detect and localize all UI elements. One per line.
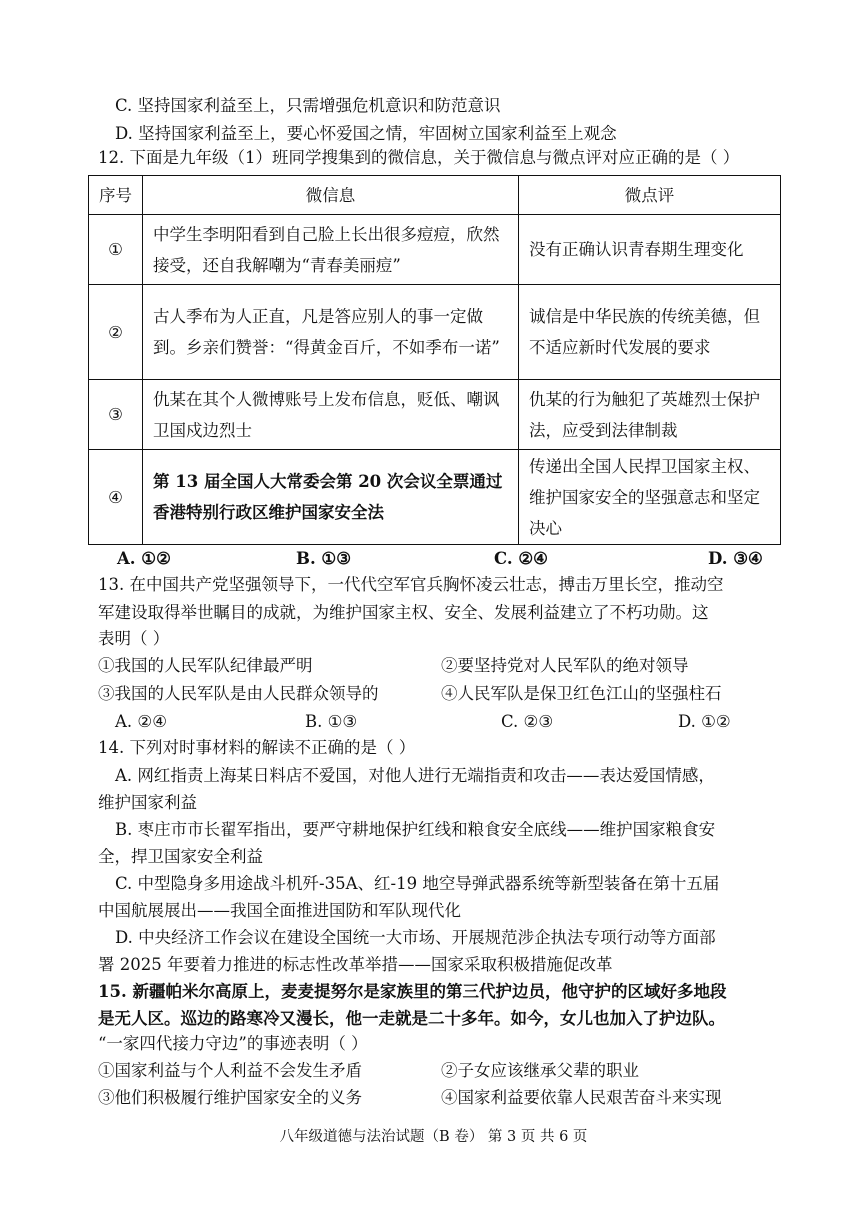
page-footer: 八年级道德与法治试题（B 卷） 第 3 页 共 6 页 (279, 1129, 588, 1145)
q15-item-4: ④国家利益要依靠人民艰苦奋斗来实现 (441, 1088, 722, 1107)
q13-item-3: ③我国的人民军队是由人民群众领导的 (98, 684, 379, 703)
header-number: 序号 (89, 176, 143, 215)
row-number: ④ (89, 450, 143, 545)
table-header-row (89, 176, 781, 215)
row-comment: 仇某的行为触犯了英雄烈士保护法，应受到法律制裁 (519, 380, 781, 450)
q13-stem-line2: 军建设取得举世瞩目的成就，为维护国家主权、安全、发展利益建立了不朽功勋。这 (98, 603, 709, 622)
row-number: ② (89, 285, 143, 380)
q12-table (88, 175, 781, 545)
q15-item-2: ②子女应该继承父辈的职业 (441, 1061, 639, 1080)
q14-option-a-line1: A. 网红指责上海某日料店不爱国，对他人进行无端指责和攻击——表达爱国情感， (115, 766, 715, 785)
row-info: 第 13 届全国人大常委会第 20 次会议全票通过香港特别行政区维护国家安全法 (143, 450, 519, 545)
q13-option-a: A. ②④ (115, 712, 167, 731)
q15-item-3: ③他们积极履行维护国家安全的义务 (98, 1088, 362, 1107)
row-comment: 诚信是中华民族的传统美德，但不适应新时代发展的要求 (519, 285, 781, 380)
q11-option-d: D. 坚持国家利益至上，要心怀爱国之情，牢固树立国家利益至上观念 (115, 124, 617, 143)
table-row (89, 380, 781, 450)
table-row (89, 215, 781, 285)
table-row (89, 450, 781, 545)
q13-stem-line1: 13. 在中国共产党坚强领导下，一代代空军官兵胸怀凌云壮志，搏击万里长空，推动空 (98, 575, 724, 594)
q14-option-c-line2: 中国航展展出——我国全面推进国防和军队现代化 (98, 901, 461, 920)
q13-item-2: ②要坚持党对人民军队的绝对领导 (441, 656, 689, 675)
q12-option-d: D. ③④ (708, 549, 763, 568)
row-number: ① (89, 215, 143, 285)
q13-item-4: ④人民军队是保卫红色江山的坚强柱石 (441, 684, 722, 703)
header-comment: 微点评 (519, 176, 781, 215)
row-info: 仇某在其个人微博账号上发布信息，贬低、嘲讽卫国戍边烈士 (143, 380, 519, 450)
q15-stem-line3: “一家四代接力守边”的事迹表明（ ） (98, 1034, 368, 1053)
q14-option-b-line1: B. 枣庄市市长翟军指出，要严守耕地保护红线和粮食安全底线——维护国家粮食安 (115, 820, 716, 839)
q14-option-d-line1: D. 中央经济工作会议在建设全国统一大市场、开展规范涉企执法专项行动等方面部 (115, 928, 716, 947)
q15-item-1: ①国家利益与个人利益不会发生矛盾 (98, 1061, 362, 1080)
row-comment: 传递出全国人民捍卫国家主权、维护国家安全的坚强意志和坚定决心 (519, 450, 781, 545)
q11-option-c: C. 坚持国家利益至上，只需增强危机意识和防范意识 (115, 96, 501, 115)
q13-item-1: ①我国的人民军队纪律最严明 (98, 656, 313, 675)
q13-stem-line3: 表明（ ） (98, 629, 170, 648)
q14-stem: 14. 下列对时事材料的解读不正确的是（ ） (98, 738, 416, 757)
q12-option-a: A. ①② (117, 549, 171, 568)
q14-option-a-line2: 维护国家利益 (98, 793, 197, 812)
q14-option-d-line2: 署 2025 年要着力推进的标志性改革举措——国家采取积极措施促改革 (98, 955, 613, 974)
row-info: 古人季布为人正直，凡是答应别人的事一定做到。乡亲们赞誉：“得黄金百斤，不如季布一诺” (143, 285, 519, 380)
q12-option-b: B. ①③ (296, 549, 352, 568)
q13-option-d: D. ①② (678, 712, 731, 731)
q12-stem: 12. 下面是九年级（1）班同学搜集到的微信息，关于微信息与微点评对应正确的是（ ） (98, 148, 740, 167)
q12-option-c: C. ②④ (494, 549, 548, 568)
q13-option-c: C. ②③ (501, 712, 554, 731)
q14-option-b-line2: 全，捍卫国家安全利益 (98, 847, 263, 866)
q15-stem-line1: 15. 新疆帕米尔高原上，麦麦提努尔是家族里的第三代护边员，他守护的区域好多地段 (98, 982, 727, 1001)
row-comment: 没有正确认识青春期生理变化 (519, 215, 781, 285)
q14-option-c-line1: C. 中型隐身多用途战斗机歼-35A、红-19 地空导弹武器系统等新型装备在第十五届 (115, 874, 720, 893)
q15-stem-line2: 是无人区。巡边的路寒冷又漫长，他一走就是二十多年。如今，女儿也加入了护边队。 (98, 1009, 725, 1028)
q13-option-b: B. ①③ (305, 712, 358, 731)
row-number: ③ (89, 380, 143, 450)
header-info: 微信息 (143, 176, 519, 215)
row-info: 中学生李明阳看到自己脸上长出很多痘痘，欣然接受，还自我解嘲为“青春美丽痘” (143, 215, 519, 285)
table-row (89, 285, 781, 380)
